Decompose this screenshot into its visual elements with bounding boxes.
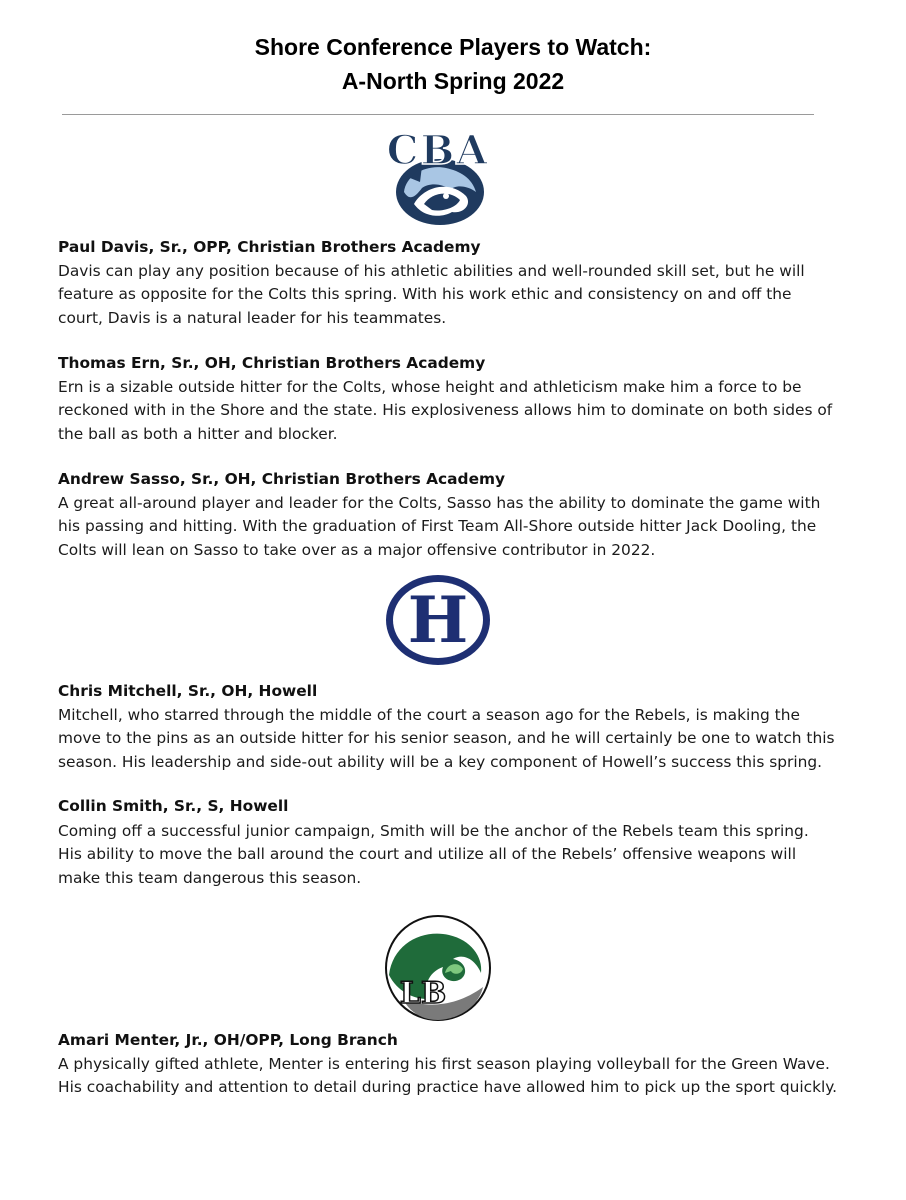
bio-line: His coachability and attention to detail during practice have allowed him to pick up the sport quickly. bbox=[58, 1078, 838, 1097]
player-bio-collin-smith bbox=[58, 820, 828, 890]
bio-line: move to the pins as an outside hitter for his senior season, and he will certainly be one to watch this bbox=[58, 729, 835, 748]
bio-line: Mitchell, who starred through the middle of the court a season ago for the Rebels, is making the bbox=[58, 706, 800, 724]
player-heading-andrew-sasso: Andrew Sasso, Sr., OH, Christian Brothers Academy bbox=[58, 470, 506, 488]
bio-line: the ball as both a hitter and blocker. bbox=[58, 424, 338, 443]
page-title-line-2: A-North Spring 2022 bbox=[341, 68, 565, 94]
player-bio-thomas-ern bbox=[58, 376, 833, 446]
bio-line: A physically gifted athlete, Menter is entering his first season playing volleyball for the Green Wave. bbox=[58, 1055, 830, 1073]
bio-line: His ability to move the ball around the court and utilize all of the Rebels’ offensive weapons will bbox=[58, 845, 797, 864]
howell-logo-letter: H bbox=[407, 583, 469, 658]
player-bio-andrew-sasso bbox=[58, 492, 828, 562]
page-title-line-1: Shore Conference Players to Watch: bbox=[254, 34, 652, 60]
player-heading-thomas-ern: Thomas Ern, Sr., OH, Christian Brothers Academy bbox=[58, 354, 486, 372]
bio-line: Coming off a successful junior campaign, Smith will be the anchor of the Rebels team this spring. bbox=[58, 822, 809, 840]
player-bio-amari-menter bbox=[58, 1053, 838, 1100]
player-bio-paul-davis bbox=[58, 260, 828, 330]
bio-line: Davis can play any position because of his athletic abilities and well-rounded skill set, but he will bbox=[58, 262, 805, 280]
bio-line: make this team dangerous this season. bbox=[58, 868, 362, 887]
player-heading-paul-davis: Paul Davis, Sr., OPP, Christian Brothers Academy bbox=[58, 238, 481, 256]
player-heading-amari-menter: Amari Menter, Jr., OH/OPP, Long Branch bbox=[58, 1031, 398, 1049]
player-heading-chris-mitchell: Chris Mitchell, Sr., OH, Howell bbox=[58, 682, 318, 700]
bio-line: A great all-around player and leader for the Colts, Sasso has the ability to dominate the game with bbox=[58, 494, 821, 512]
player-heading-collin-smith: Collin Smith, Sr., S, Howell bbox=[58, 797, 289, 815]
bio-line: court, Davis is a natural leader for his teammates. bbox=[58, 308, 447, 327]
long-branch-wave-logo bbox=[383, 913, 493, 1023]
bio-line: Colts will lean on Sasso to take over as a major offensive contributor in 2022. bbox=[58, 540, 656, 559]
cba-colt-logo bbox=[380, 126, 496, 230]
long-branch-logo-letters: LB bbox=[399, 976, 447, 1011]
bio-line: Ern is a sizable outside hitter for the Colts, whose height and athleticism make him a force to be bbox=[58, 378, 802, 396]
cba-logo-text: CBA bbox=[386, 127, 490, 174]
howell-h-logo bbox=[383, 573, 493, 669]
bio-line: feature as opposite for the Colts this spring. With his work ethic and consistency on and off the bbox=[58, 285, 792, 304]
bio-line: his passing and hitting. With the graduation of First Team All-Shore outside hitter Jack Dooling, the bbox=[58, 517, 817, 536]
bio-line: season. His leadership and side-out ability will be a key component of Howell’s success this spring. bbox=[58, 752, 823, 771]
title-divider bbox=[62, 114, 814, 115]
player-bio-chris-mitchell bbox=[58, 704, 835, 774]
bio-line: reckoned with in the Shore and the state. His explosiveness allows him to dominate on both sides of bbox=[58, 401, 833, 420]
